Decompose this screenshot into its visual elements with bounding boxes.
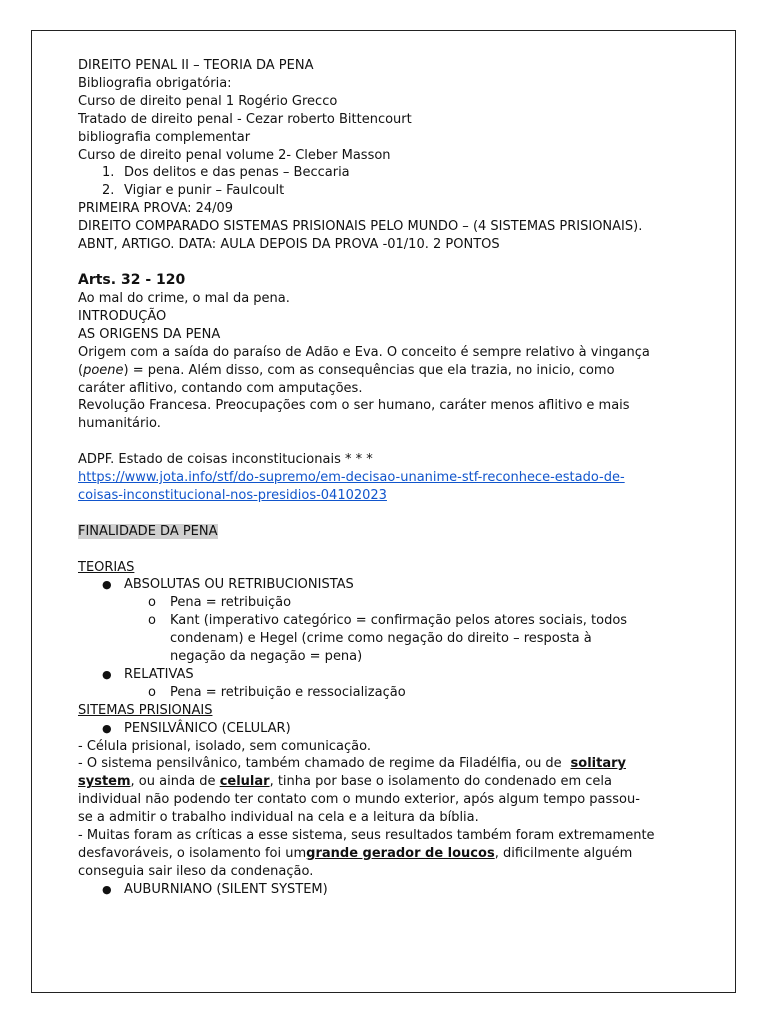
paragraph-line: conseguia sair ileso da condenação. (78, 863, 314, 879)
bibliography-item: Curso de direito penal volume 2- Cleber Masson (78, 147, 391, 163)
bullet-text: AUBURNIANO (SILENT SYSTEM) (124, 881, 328, 897)
bullet-icon: ● (102, 667, 112, 681)
text-span (78, 773, 612, 791)
assignment-line: DIREITO COMPARADO SISTEMAS PRISIONAIS PELO MUNDO – (4 SISTEMAS PRISIONAIS). (78, 219, 643, 235)
numbered-list (78, 164, 626, 200)
bold-term: celular (219, 774, 270, 790)
spacer (78, 541, 626, 559)
link-line[interactable]: coisas-inconstitucional-nos-presidios-04102023 (78, 487, 387, 503)
sub-bullet-icon: o (148, 684, 156, 700)
paragraph-line: - Célula prisional, isolado, sem comunicação. (78, 738, 371, 754)
document-title: DIREITO PENAL II – TEORIA DA PENA (78, 58, 314, 73)
text-span: - O sistema pensilvânico, também chamado de regime da Filadélfia, ou de (78, 756, 562, 772)
text-span: , tinha por base o isolamento do condenado em cela (269, 774, 612, 790)
paragraph-line: AS ORIGENS DA PENA (78, 326, 221, 342)
list-number: 2. (102, 183, 115, 199)
bold-term: solitary (570, 756, 626, 772)
paragraph-line: se a admitir o trabalho individual na cela e a leitura da bíblia. (78, 810, 479, 826)
bullet-icon: ● (102, 882, 112, 896)
spacer (78, 433, 626, 451)
bullet-icon: ● (102, 721, 112, 735)
complementary-bibliography-label: bibliografia complementar (78, 129, 251, 145)
sub-bullet-text: negação da negação = pena) (170, 649, 363, 665)
paragraph-line (78, 362, 626, 380)
sub-bullet-icon: o (148, 595, 156, 611)
bullet-icon: ● (102, 578, 112, 592)
paragraph-line (78, 827, 655, 845)
paragraph-line (78, 845, 633, 863)
paragraph-line (78, 755, 626, 773)
underlined-heading: TEORIAS (78, 559, 135, 575)
paragraph-line: humanitário. (78, 416, 161, 432)
text-span: , ou ainda de (130, 774, 216, 790)
underlined-heading: SITEMAS PRISIONAIS (78, 702, 213, 718)
sub-bullet-text: Pena = retribuição e ressocialização (170, 684, 406, 700)
sub-bullet-text: condenam) e Hegel (crime como negação do direito – resposta à (170, 631, 592, 647)
bibliography-label: Bibliografia obrigatória: (78, 75, 232, 91)
italic-term: poene (83, 362, 124, 378)
exam-date: PRIMEIRA PROVA: 24/09 (78, 201, 234, 217)
spacer (78, 505, 626, 523)
assignment-line: ABNT, ARTIGO. DATA: AULA DEPOIS DA PROVA -01/10. 2 PONTOS (78, 237, 500, 253)
list-item (78, 164, 626, 182)
sub-bullet-item (78, 612, 626, 666)
adpf-note: ADPF. Estado de coisas inconstitucionais * * * (78, 452, 373, 468)
bibliography-item: Tratado de direito penal - Cezar roberto Bittencourt (78, 111, 412, 127)
section-heading-arts: Arts. 32 - 120 (78, 271, 186, 288)
bullet-text: PENSILVÂNICO (CELULAR) (124, 720, 291, 736)
list-item (78, 182, 626, 200)
list-number: 1. (102, 165, 115, 181)
highlighted-text: FINALIDADE DA PENA (78, 523, 218, 539)
document-body (78, 57, 655, 899)
link-line[interactable]: https://www.jota.info/stf/do-supremo/em-decisao-unanime-stf-reconhece-estado-de- (78, 470, 625, 486)
paragraph-line: Origem com a saída do paraíso de Adão e Eva. O conceito é sempre relativo à vingança (78, 344, 650, 360)
text-span: individual não podendo ter contato com o mundo exterior, após algum tempo passou- (78, 792, 640, 808)
paragraph-line: INTRODUÇÃO (78, 308, 167, 324)
bullet-item (78, 881, 626, 899)
list-item-text: Dos delitos e das penas – Beccaria (124, 165, 350, 181)
bold-term: system (78, 774, 131, 790)
bullet-item (78, 666, 626, 684)
section-heading-sistemas (78, 702, 626, 720)
sub-bullet-item (78, 594, 626, 612)
list-item-text: Vigiar e punir – Faulcoult (124, 183, 285, 199)
text-span: , dificilmente alguém (494, 846, 633, 862)
text-span: ) = pena. Além disso, com as consequências que ela trazia, no inicio, como (123, 362, 615, 378)
bullet-text: RELATIVAS (124, 666, 194, 682)
paragraph-line (78, 773, 626, 791)
bullet-text: ABSOLUTAS OU RETRIBUCIONISTAS (124, 577, 354, 593)
text-span: - Muitas foram as críticas a esse sistema, seus resultados também foram extremamente (78, 828, 655, 844)
sub-bullet-icon: o (148, 613, 156, 629)
sub-bullet-text: Kant (imperativo categórico = confirmação pelos atores sociais, todos (170, 613, 628, 629)
section-heading-teorias (78, 559, 626, 577)
text-span: ( (78, 362, 84, 378)
paragraph-line: caráter aflitivo, contando com amputações. (78, 380, 363, 396)
bullet-item (78, 720, 626, 738)
paragraph-line: Revolução Francesa. Preocupações com o ser humano, caráter menos aflitivo e mais (78, 398, 630, 414)
paragraph-line: Ao mal do crime, o mal da pena. (78, 290, 290, 306)
bold-term: grande gerador de loucos (306, 846, 495, 862)
bibliography-item: Curso de direito penal 1 Rogério Grecco (78, 93, 338, 109)
text-span: desfavoráveis, o isolamento foi um (78, 846, 307, 862)
article-link[interactable] (78, 469, 626, 505)
section-heading-finalidade (78, 523, 626, 541)
paragraph-line (78, 791, 640, 809)
bullet-item (78, 576, 626, 594)
sub-bullet-text: Pena = retribuição (170, 595, 292, 611)
sub-bullet-item (78, 684, 626, 702)
